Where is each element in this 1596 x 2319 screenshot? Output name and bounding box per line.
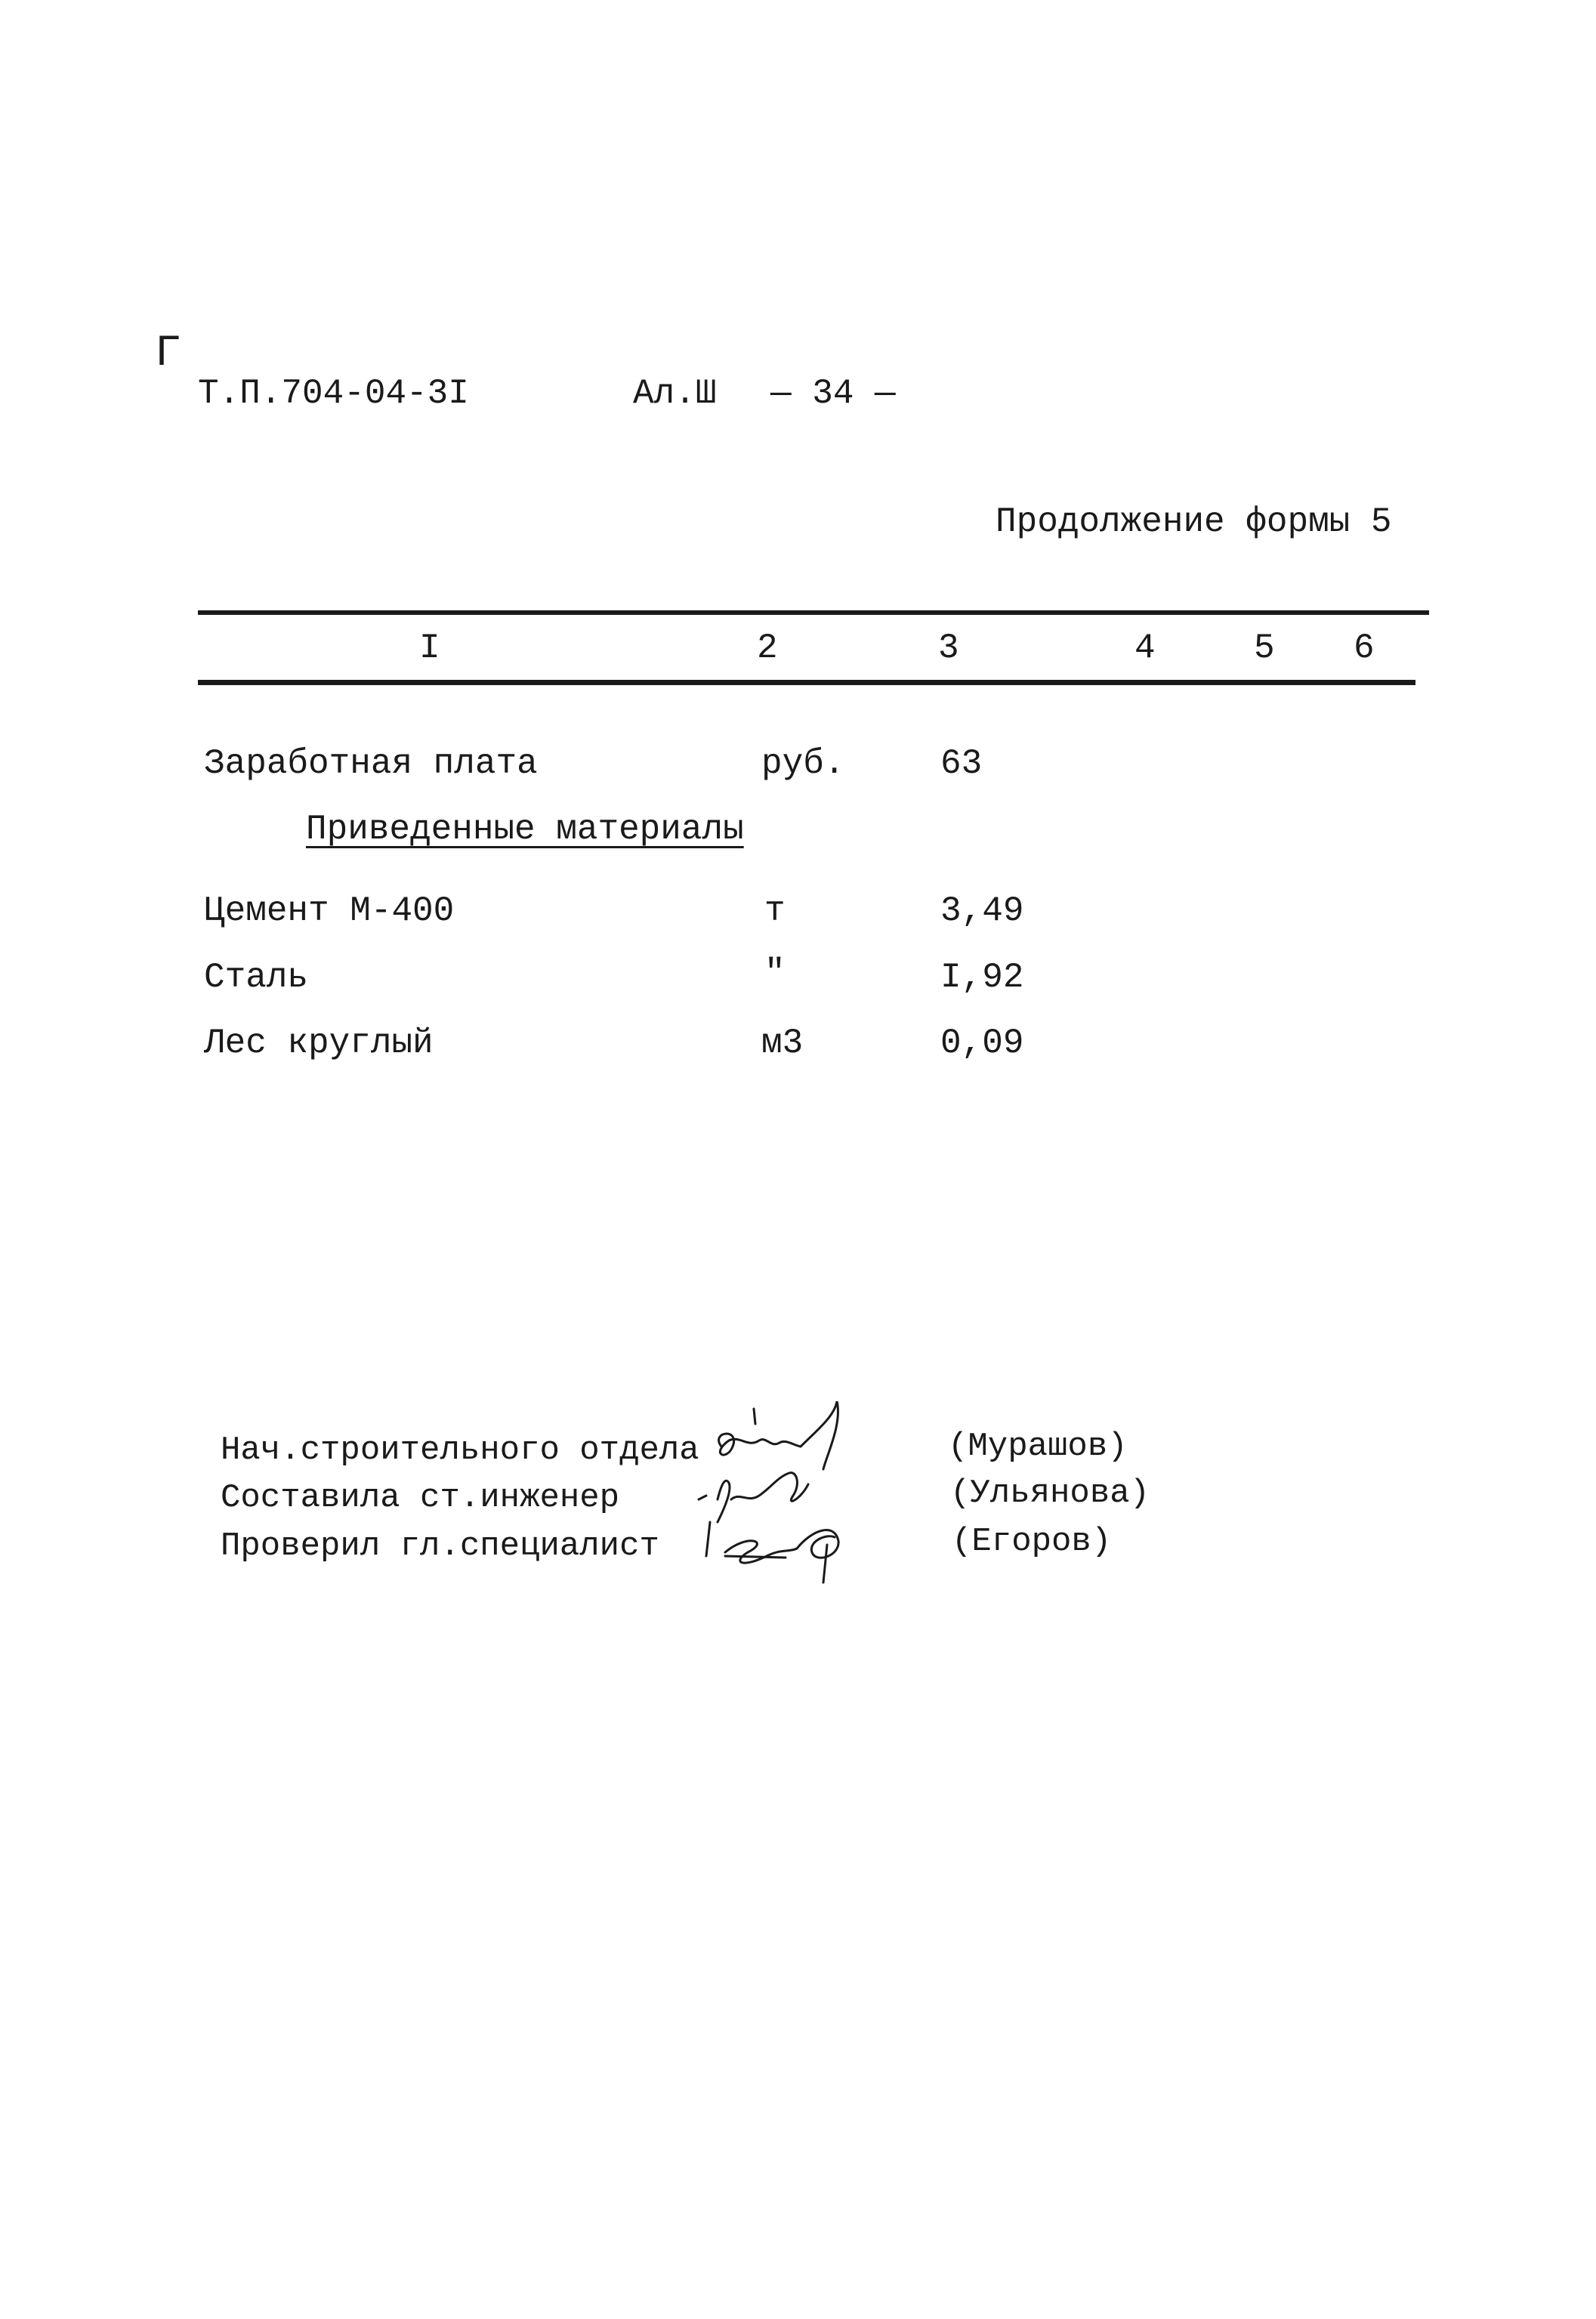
row-unit-timber: м3 [761, 1024, 804, 1063]
table-header-rule [198, 680, 1415, 685]
corner-mark: Г [155, 329, 181, 378]
document-code: Т.П.704-04-3I [198, 374, 469, 413]
column-number-1: I [419, 628, 440, 668]
row-value-steel: I,92 [940, 958, 1024, 997]
signature-role-head: Нач.строительного отдела [221, 1431, 699, 1469]
row-unit-steel: " [764, 953, 786, 993]
signature-name-compiler: (Ульянова) [950, 1474, 1150, 1512]
row-unit-wages: руб. [761, 744, 845, 783]
page-number: — 34 — [770, 374, 896, 413]
column-number-3: 3 [938, 628, 959, 668]
column-number-4: 4 [1134, 628, 1156, 668]
column-number-2: 2 [757, 628, 778, 668]
signature-name-head: (Мурашов) [948, 1428, 1128, 1465]
section-heading-materials: Приведенные материалы [306, 810, 744, 849]
row-name-wages: Заработная плата [204, 744, 538, 783]
continuation-caption: Продолжение формы 5 [996, 502, 1392, 542]
column-number-6: 6 [1354, 628, 1375, 668]
signature-role-checker: Проверил гл.специалист [221, 1527, 659, 1565]
row-value-wages: 63 [940, 744, 983, 783]
signature-name-checker: (Егоров) [952, 1523, 1112, 1561]
column-number-5: 5 [1254, 628, 1275, 668]
table-top-rule [198, 610, 1429, 615]
row-name-steel: Сталь [204, 958, 309, 997]
row-name-cement: Цемент М-400 [204, 891, 455, 931]
row-value-timber: 0,09 [940, 1024, 1024, 1063]
row-unit-cement: т [764, 891, 786, 931]
row-value-cement: 3,49 [940, 891, 1024, 931]
album-number: Ал.Ш [633, 374, 717, 413]
signature-role-compiler: Составила ст.инженер [221, 1479, 620, 1517]
row-name-timber: Лес круглый [204, 1024, 434, 1063]
handwritten-signatures [687, 1401, 884, 1590]
